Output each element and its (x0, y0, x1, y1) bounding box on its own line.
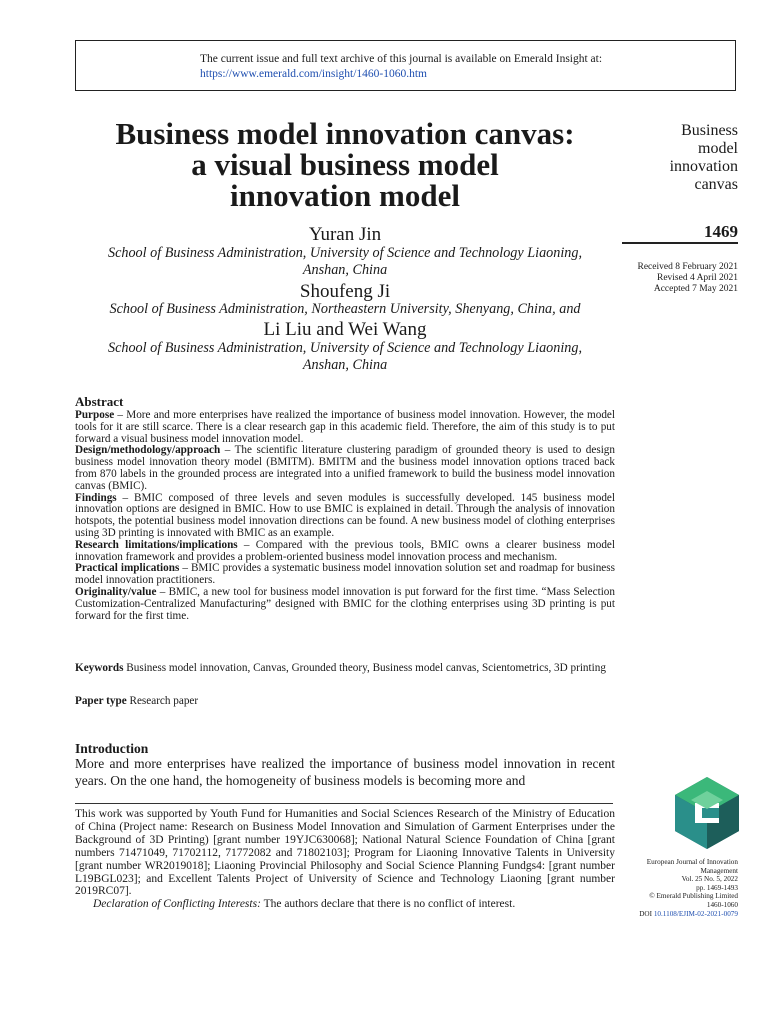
section-label: Design/methodology/approach (75, 444, 221, 457)
sidebar-divider (622, 242, 738, 244)
doi-link[interactable]: 10.1108/EJIM-02-2021-0079 (653, 909, 738, 918)
banner-text: The current issue and full text archive of this journal is available on Emerald Insight at: (200, 53, 603, 65)
author-affiliation (75, 340, 615, 374)
declaration-label: Declaration of Conflicting Interests: (93, 898, 261, 911)
funding-footnote (75, 808, 615, 911)
affiliation-line: School of Business Administration, University of Science and Technology Liaoning, (107, 245, 583, 261)
keywords-text: Business model innovation, Canvas, Grounded theory, Business model canvas, Scientometrics, 3D printing (123, 662, 606, 674)
revised-date: Revised 4 April 2021 (656, 273, 738, 283)
section-label: Practical implications (75, 562, 180, 575)
title-line-3: innovation model (230, 178, 460, 213)
introduction-heading: Introduction (75, 741, 149, 756)
received-date: Received 8 February 2021 (637, 262, 738, 272)
abstract-section-purpose (75, 410, 615, 445)
section-text: – BMIC, a new tool for business model innovation is put forward for the first time. “Mass Selection Customization-Centralized Manufacturing” designed with BMIC for the clothing enterprises using 3D printing is put forward for the first time. (75, 585, 615, 622)
abstract-section-findings (75, 493, 615, 540)
doi-label: DOI (639, 909, 653, 918)
affiliation-line: School of Business Administration, Northeastern University, Shenyang, China, and (109, 301, 581, 317)
title-line-1: Business model innovation canvas: (115, 116, 575, 151)
paper-title (75, 118, 615, 211)
keywords-label: Keywords (75, 662, 124, 674)
abstract-section-design (75, 445, 615, 492)
journal-name: Management (700, 866, 738, 875)
section-label: Originality/value (75, 585, 157, 598)
journal-pages: pp. 1469-1493 (696, 883, 738, 892)
running-title-line: model (698, 140, 738, 157)
journal-logo-icon (675, 777, 739, 849)
keywords (75, 660, 615, 676)
running-title-line: canvas (694, 176, 738, 193)
journal-info (600, 858, 738, 918)
section-label: Findings (75, 491, 117, 504)
section-text: – BMIC composed of three levels and seven modules is successfully developed. 145 business model innovation options are designed in BMIC. How to use BMIC is explained in detail. Through the analysis of innovation hotspots, the potential business model innovation directions can be found. A new business model of clothing enterprises using 3D printing is innovated with BMIC as an example. (75, 491, 615, 539)
author-name: Shoufeng Ji (299, 281, 391, 302)
paper-type (75, 693, 615, 709)
journal-name: European Journal of Innovation (646, 858, 738, 866)
running-title-line: innovation (669, 158, 738, 175)
journal-volume: Vol. 25 No. 5, 2022 (681, 875, 738, 884)
introduction-text: More and more enterprises have realized the importance of business model innovation in recent years. On the one hand, the homogeneity of business models is becoming more and (75, 756, 615, 788)
abstract-section-originality (75, 587, 615, 622)
page-number: 1469 (704, 222, 738, 241)
section-label: Research limitations/implications (75, 538, 238, 551)
article-dates (600, 262, 738, 295)
conflict-declaration (75, 898, 615, 911)
author-affiliation (75, 245, 615, 279)
section-text: – Compared with the previous tools, BMIC owns a clearer business model innovation framework and provides a problem-oriented business model innovation process and mechanism. (75, 538, 615, 563)
running-title-line: Business (681, 122, 738, 139)
section-label: Purpose (75, 409, 115, 421)
abstract-body (75, 410, 615, 622)
section-text: – BMIC provides a systematic business model innovation solution set and roadmap for business model innovation practitioners. (75, 562, 615, 587)
paper-type-label: Paper type (75, 695, 127, 707)
author-name: Yuran Jin (308, 224, 382, 245)
running-title (620, 122, 738, 194)
paper-type-text: Research paper (126, 695, 199, 707)
author-affiliation (75, 301, 615, 318)
journal-doi (600, 910, 738, 919)
abstract-heading: Abstract (75, 394, 124, 409)
accepted-date: Accepted 7 May 2021 (653, 284, 738, 294)
affiliation-line: Anshan, China (302, 357, 388, 373)
journal-access-banner (75, 40, 736, 91)
abstract-section-limitations (75, 540, 615, 564)
title-line-2: a visual business model (191, 147, 499, 182)
abstract-section-practical (75, 563, 615, 587)
funding-text: This work was supported by Youth Fund for Humanities and Social Sciences Research of the Ministry of Education of China (Project name: Research on Business Model Innovation and Simulation of Garment Enterprises under the Background of 3D Printing) [grant number 19YJC630068]; National Natural Science Foundation of China [grant numbers 71471049, 71702112, 71772082 and 71802103]; Program for Liaoning Innovative Talents in University [grant number WR2019018]; Liaoning Provincial Philosophy and Social Science Planning Fundgs4: [grant number L19BGL023]; and Excellent Talents Project of University of Science and Technology Liaoning [grant number 2019RC07]. (75, 808, 615, 898)
journal-copyright: © Emerald Publishing Limited (649, 892, 738, 901)
banner-url-link[interactable]: https://www.emerald.com/insight/1460-1060.htm (200, 68, 427, 80)
section-text: – The scientific literature clustering paradigm of grounded theory is used to design business model innovation theory model (BMITM). BMITM and the business model innovation options traced back from 870 labels in the grounded process are integrated into a unified framework to build the business model innovation canvas (BMIC). (75, 444, 615, 492)
author-name: Li Liu and Wei Wang (263, 319, 427, 340)
section-text: – More and more enterprises have realized the importance of business model innovation. However, the model tools for it are still scarce. There is a clear research gap in this academic field. Therefore, the aim of this study is to put forward a visual business model innovation model. (75, 409, 615, 445)
footnote-divider (75, 803, 613, 804)
declaration-text: The authors declare that there is no conflict of interest. (260, 898, 516, 911)
affiliation-line: School of Business Administration, University of Science and Technology Liaoning, (107, 340, 583, 356)
journal-issn: 1460-1060 (706, 900, 738, 909)
affiliation-line: Anshan, China (302, 262, 388, 278)
